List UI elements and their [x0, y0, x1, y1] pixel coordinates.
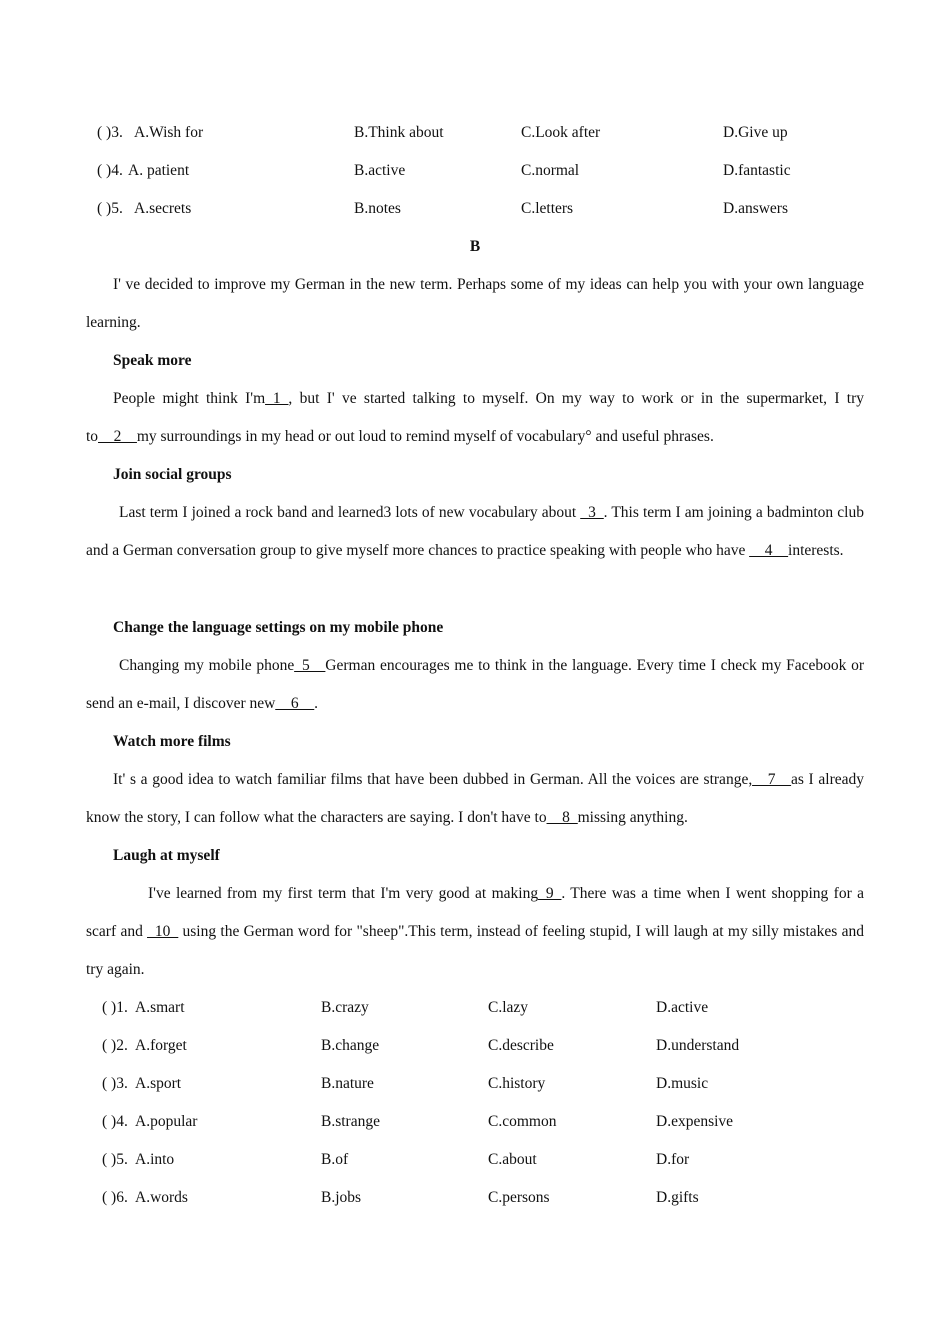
option-a: A.smart	[135, 999, 185, 1016]
option-a: A.sport	[135, 1075, 182, 1092]
intro-paragraph: I' ve decided to improve my German in the new term. Perhaps some of my ideas can help you with your own language learning.	[86, 276, 864, 331]
question-row	[0, 159, 950, 183]
option-c: C.persons	[488, 1189, 550, 1206]
blank-3: _3_	[580, 504, 604, 521]
question-number: ( )3.	[102, 1075, 128, 1092]
section-title: B	[469, 238, 481, 255]
option-d: D.answers	[723, 200, 788, 217]
option-b: B.change	[321, 1037, 380, 1054]
option-b: B.nature	[321, 1075, 374, 1092]
option-a: A.forget	[135, 1037, 187, 1054]
question-number: ( )5.	[97, 200, 123, 217]
heading-change-settings: Change the language settings on my mobile phone	[113, 619, 444, 636]
blank-9: _9_	[538, 885, 562, 902]
blank-5: _5__	[294, 657, 326, 674]
question-number: ( )6.	[102, 1189, 128, 1206]
option-b: B.of	[321, 1151, 349, 1168]
option-c: C.describe	[488, 1037, 554, 1054]
question-row	[0, 996, 950, 1020]
option-a: A. patient	[128, 162, 190, 179]
option-a: A.words	[135, 1189, 188, 1206]
paragraph-speak-more: People might think I'm_1_, but I' ve started talking to myself. On my way to work or in the supermarket, I try to__2__my surroundings in my head or out loud to remind myself of vocabulary° and useful phrases.	[86, 390, 865, 445]
option-b: B.jobs	[321, 1189, 362, 1206]
paragraph-watch-films: It' s a good idea to watch familiar films that have been dubbed in German. All the voices are strange,__7__as I already know the story, I can follow what the characters are saying. I don't have to__8_missing anything.	[86, 771, 864, 826]
option-b: B.Think about	[354, 124, 444, 141]
blank-6: __6__	[275, 695, 315, 712]
option-a: A.secrets	[134, 200, 192, 217]
question-row	[0, 1148, 950, 1172]
question-number: ( )4.	[97, 162, 123, 179]
question-row	[0, 1072, 950, 1096]
blank-4: __4__	[749, 542, 789, 559]
heading-join-groups: Join social groups	[113, 466, 232, 483]
option-c: C.lazy	[488, 999, 529, 1016]
option-d: D.music	[656, 1075, 709, 1092]
blank-2: __2__	[98, 428, 137, 445]
blank-1: _1_	[265, 390, 289, 407]
question-number: ( )2.	[102, 1037, 128, 1054]
option-b: B.notes	[354, 200, 401, 217]
option-c: C.about	[488, 1151, 537, 1168]
question-number: ( )5.	[102, 1151, 128, 1168]
option-d: D.gifts	[656, 1189, 699, 1206]
option-c: C.common	[488, 1113, 557, 1130]
option-d: D.understand	[656, 1037, 740, 1054]
option-a: A.into	[135, 1151, 175, 1168]
paragraph-join-groups: Last term I joined a rock band and learned3 lots of new vocabulary about _3_. This term I am joining a badminton club and a German conversation group to give myself more chances to practice speaking with people who have __4__interests.	[86, 504, 864, 559]
option-d: D.fantastic	[723, 162, 791, 179]
heading-speak-more: Speak more	[113, 352, 192, 369]
question-row	[0, 1186, 950, 1210]
option-b: B.strange	[321, 1113, 380, 1130]
question-row	[0, 1034, 950, 1058]
blank-10: _10_	[147, 923, 179, 940]
heading-laugh: Laugh at myself	[113, 847, 220, 864]
question-row	[0, 197, 950, 221]
option-d: D.for	[656, 1151, 690, 1168]
option-c: C.letters	[521, 200, 574, 217]
blank-8: __8_	[546, 809, 578, 826]
option-c: C.history	[488, 1075, 546, 1092]
paragraph-change-settings: Changing my mobile phone_5__German encourages me to think in the language. Every time I check my Facebook or send an e-mail, I discover new__6__.	[86, 657, 864, 712]
option-a: A.popular	[135, 1113, 198, 1130]
option-c: C.Look after	[521, 124, 601, 141]
paragraph-laugh: I've learned from my first term that I'm very good at making_9_. There was a time when I went shopping for a scarf and _10_ using the German word for "sheep".This term, instead of feeling stupid, I will laugh at my silly mistakes and try again.	[86, 885, 864, 978]
question-row	[0, 121, 950, 145]
question-number: ( )3.	[97, 124, 123, 141]
option-b: B.active	[354, 162, 406, 179]
blank-7: __7__	[752, 771, 791, 788]
option-d: D.active	[656, 999, 709, 1016]
option-c: C.normal	[521, 162, 580, 179]
question-number: ( )4.	[102, 1113, 128, 1130]
question-number: ( )1.	[102, 999, 128, 1016]
heading-watch-films: Watch more films	[113, 733, 231, 750]
question-row	[0, 1110, 950, 1134]
option-a: A.Wish for	[134, 124, 204, 141]
option-d: D.Give up	[723, 124, 788, 141]
option-b: B.crazy	[321, 999, 369, 1016]
option-d: D.expensive	[656, 1113, 734, 1130]
